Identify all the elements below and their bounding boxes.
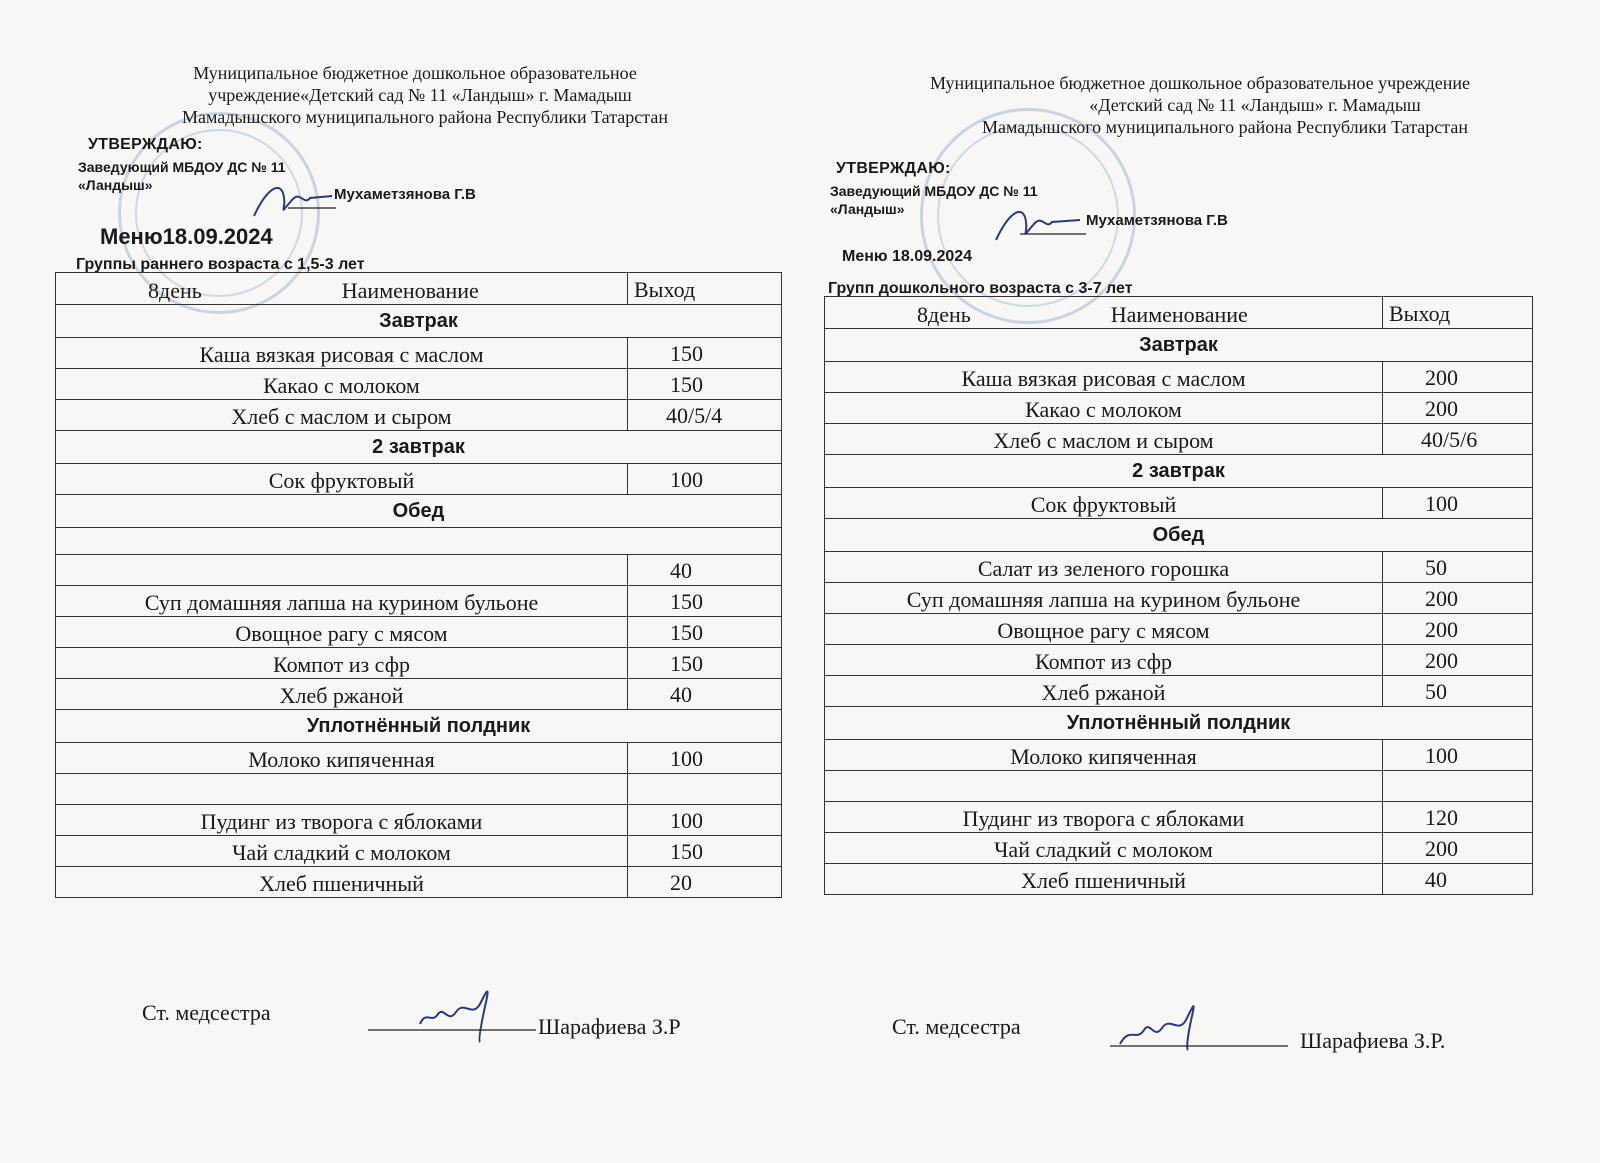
dish-row — [56, 586, 782, 617]
dish-name: Суп домашняя лапша на курином бульоне — [56, 586, 628, 617]
meal-section-title: Уплотнённый полдник — [825, 707, 1533, 740]
dish-row — [56, 743, 782, 774]
header-day: 8день — [917, 302, 971, 327]
dish-row — [825, 833, 1533, 864]
header-day-name-cell — [825, 297, 1383, 329]
dish-row — [825, 488, 1533, 519]
dish-row — [56, 400, 782, 431]
meal-section-title: Завтрак — [56, 305, 782, 338]
nurse-name: Шарафиева З.Р. — [1300, 1028, 1446, 1053]
meal-section-row — [825, 707, 1533, 740]
dish-output: 150 — [628, 369, 782, 400]
dish-output: 150 — [628, 338, 782, 369]
approve-organization: «Ландыш» — [830, 201, 905, 217]
dish-name: Молоко кипяченная — [56, 743, 628, 774]
dish-output: 50 — [1383, 676, 1533, 707]
dish-output: 40 — [628, 555, 782, 586]
dish-output: 200 — [1383, 393, 1533, 424]
approve-title: УТВЕРЖДАЮ: — [836, 160, 951, 177]
dish-name: Пудинг из творога с яблоками — [56, 805, 628, 836]
dish-output: 200 — [1383, 583, 1533, 614]
dish-name: Овощное рагу с мясом — [56, 617, 628, 648]
dish-row — [825, 645, 1533, 676]
dish-row — [825, 614, 1533, 645]
dish-row — [825, 740, 1533, 771]
dish-row — [56, 805, 782, 836]
dish-output — [1383, 771, 1533, 802]
org-line-2: учреждение«Детский сад № 11 «Ландыш» г. Мамадыш — [208, 85, 632, 105]
dish-row — [56, 617, 782, 648]
header-output: Выход — [1383, 297, 1533, 329]
meal-section-row — [56, 710, 782, 743]
menu-date-title: Меню 18.09.2024 — [842, 248, 973, 265]
dish-output: 100 — [628, 464, 782, 495]
menu-sheet-preschool-age — [800, 0, 1600, 1163]
dish-name: Сок фруктовый — [56, 464, 628, 495]
dish-output: 100 — [1383, 740, 1533, 771]
dish-name — [56, 555, 628, 586]
meal-section-title: Обед — [56, 495, 782, 528]
dish-output: 40 — [628, 679, 782, 710]
dish-row — [825, 552, 1533, 583]
dish-row — [56, 648, 782, 679]
meal-section-title: 2 завтрак — [56, 431, 782, 464]
approve-position: Заведующий МБДОУ ДС № 11 — [830, 183, 1038, 199]
org-line-3: Мамадышского муниципального района Республики Татарстан — [982, 117, 1468, 137]
dish-name: Хлеб пшеничный — [56, 867, 628, 898]
meal-section-row — [825, 519, 1533, 552]
dish-name: Компот из сфр — [56, 648, 628, 679]
empty-row — [56, 528, 782, 555]
dish-row — [56, 836, 782, 867]
dish-name: Какао с молоком — [825, 393, 1383, 424]
meal-section-title: 2 завтрак — [825, 455, 1533, 488]
header-day-name-cell — [56, 273, 628, 305]
meal-section-title: Уплотнённый полдник — [56, 710, 782, 743]
dish-row — [825, 393, 1533, 424]
table-header-row — [56, 273, 782, 305]
nurse-signature-row — [142, 1000, 271, 1026]
nurse-name: Шарафиева З.Р — [538, 1014, 681, 1039]
dish-name — [56, 774, 628, 805]
director-signature — [990, 200, 1090, 246]
organization-header — [860, 72, 1520, 138]
dish-row — [56, 555, 782, 586]
dish-row — [56, 338, 782, 369]
menu-table — [55, 272, 782, 898]
dish-name: Овощное рагу с мясом — [825, 614, 1383, 645]
dish-row — [825, 864, 1533, 895]
dish-output: 150 — [628, 586, 782, 617]
dish-name — [825, 771, 1383, 802]
dish-row — [825, 362, 1533, 393]
dish-output: 40/5/4 — [628, 400, 782, 431]
dish-name: Хлеб ржаной — [56, 679, 628, 710]
dish-name: Каша вязкая рисовая с маслом — [56, 338, 628, 369]
dish-output: 20 — [628, 867, 782, 898]
empty-cell — [56, 528, 782, 555]
dish-output: 200 — [1383, 645, 1533, 676]
meal-section-row — [825, 329, 1533, 362]
dish-name: Суп домашняя лапша на курином бульоне — [825, 583, 1383, 614]
dish-output: 120 — [1383, 802, 1533, 833]
dish-row — [825, 802, 1533, 833]
dish-row — [56, 774, 782, 805]
dish-name: Чай сладкий с молоком — [825, 833, 1383, 864]
approve-position: Заведующий МБДОУ ДС № 11 — [78, 159, 286, 175]
dish-row — [825, 583, 1533, 614]
meal-section-row — [825, 455, 1533, 488]
dish-row — [56, 369, 782, 400]
dish-row — [825, 424, 1533, 455]
director-name: Мухаметзянова Г.В — [1086, 212, 1228, 229]
meal-section-row — [56, 495, 782, 528]
org-line-1: Муниципальное бюджетное дошкольное образовательное учреждение — [930, 73, 1470, 93]
table-header-row — [825, 297, 1533, 329]
dish-row — [825, 771, 1533, 802]
nurse-signature — [1100, 990, 1290, 1054]
header-day: 8день — [148, 278, 202, 303]
org-line-2: «Детский сад № 11 «Ландыш» г. Мамадыш — [1089, 95, 1421, 115]
meal-section-row — [56, 431, 782, 464]
dish-output: 200 — [1383, 833, 1533, 864]
nurse-signature-row — [892, 1014, 1021, 1040]
approve-organization: «Ландыш» — [78, 177, 153, 193]
dish-name: Молоко кипяченная — [825, 740, 1383, 771]
menu-table — [824, 296, 1533, 895]
meal-section-title: Завтрак — [825, 329, 1533, 362]
dish-output: 40/5/6 — [1383, 424, 1533, 455]
dish-output — [628, 774, 782, 805]
dish-output: 200 — [1383, 362, 1533, 393]
dish-name: Чай сладкий с молоком — [56, 836, 628, 867]
dish-output: 150 — [628, 617, 782, 648]
dish-name: Компот из сфр — [825, 645, 1383, 676]
dish-output: 150 — [628, 836, 782, 867]
nurse-signature — [368, 980, 538, 1044]
director-name: Мухаметзянова Г.В — [334, 186, 476, 203]
dish-row — [56, 464, 782, 495]
dish-output: 50 — [1383, 552, 1533, 583]
dish-name: Хлеб пшеничный — [825, 864, 1383, 895]
dish-name: Хлеб с маслом и сыром — [825, 424, 1383, 455]
header-name: Наименование — [341, 278, 479, 303]
dish-output: 200 — [1383, 614, 1533, 645]
menu-date-title: Меню18.09.2024 — [100, 224, 273, 249]
nurse-label: Ст. медсестра — [142, 1000, 271, 1025]
dish-output: 40 — [1383, 864, 1533, 895]
group-age-title: Групп дошкольного возраста с 3-7 лет — [828, 280, 1133, 297]
director-signature — [248, 176, 338, 222]
org-line-1: Муниципальное бюджетное дошкольное образовательное — [193, 63, 637, 83]
nurse-label: Ст. медсестра — [892, 1014, 1021, 1039]
dish-output: 150 — [628, 648, 782, 679]
approve-title: УТВЕРЖДАЮ: — [88, 136, 203, 153]
dish-row — [56, 867, 782, 898]
org-line-3: Мамадышского муниципального района Республики Татарстан — [182, 107, 668, 127]
meal-section-title: Обед — [825, 519, 1533, 552]
dish-name: Пудинг из творога с яблоками — [825, 802, 1383, 833]
dish-row — [825, 676, 1533, 707]
dish-output: 100 — [1383, 488, 1533, 519]
dish-name: Какао с молоком — [56, 369, 628, 400]
dish-name: Хлеб с маслом и сыром — [56, 400, 628, 431]
dish-output: 100 — [628, 743, 782, 774]
header-output: Выход — [628, 273, 782, 305]
dish-name: Сок фруктовый — [825, 488, 1383, 519]
dish-name: Салат из зеленого горошка — [825, 552, 1383, 583]
dish-row — [56, 679, 782, 710]
group-age-title: Группы раннего возраста с 1,5-3 лет — [76, 256, 365, 273]
dish-name: Каша вязкая рисовая с маслом — [825, 362, 1383, 393]
dish-name: Хлеб ржаной — [825, 676, 1383, 707]
organization-header — [120, 62, 740, 128]
meal-section-row — [56, 305, 782, 338]
dish-output: 100 — [628, 805, 782, 836]
header-name: Наименование — [1110, 302, 1248, 327]
